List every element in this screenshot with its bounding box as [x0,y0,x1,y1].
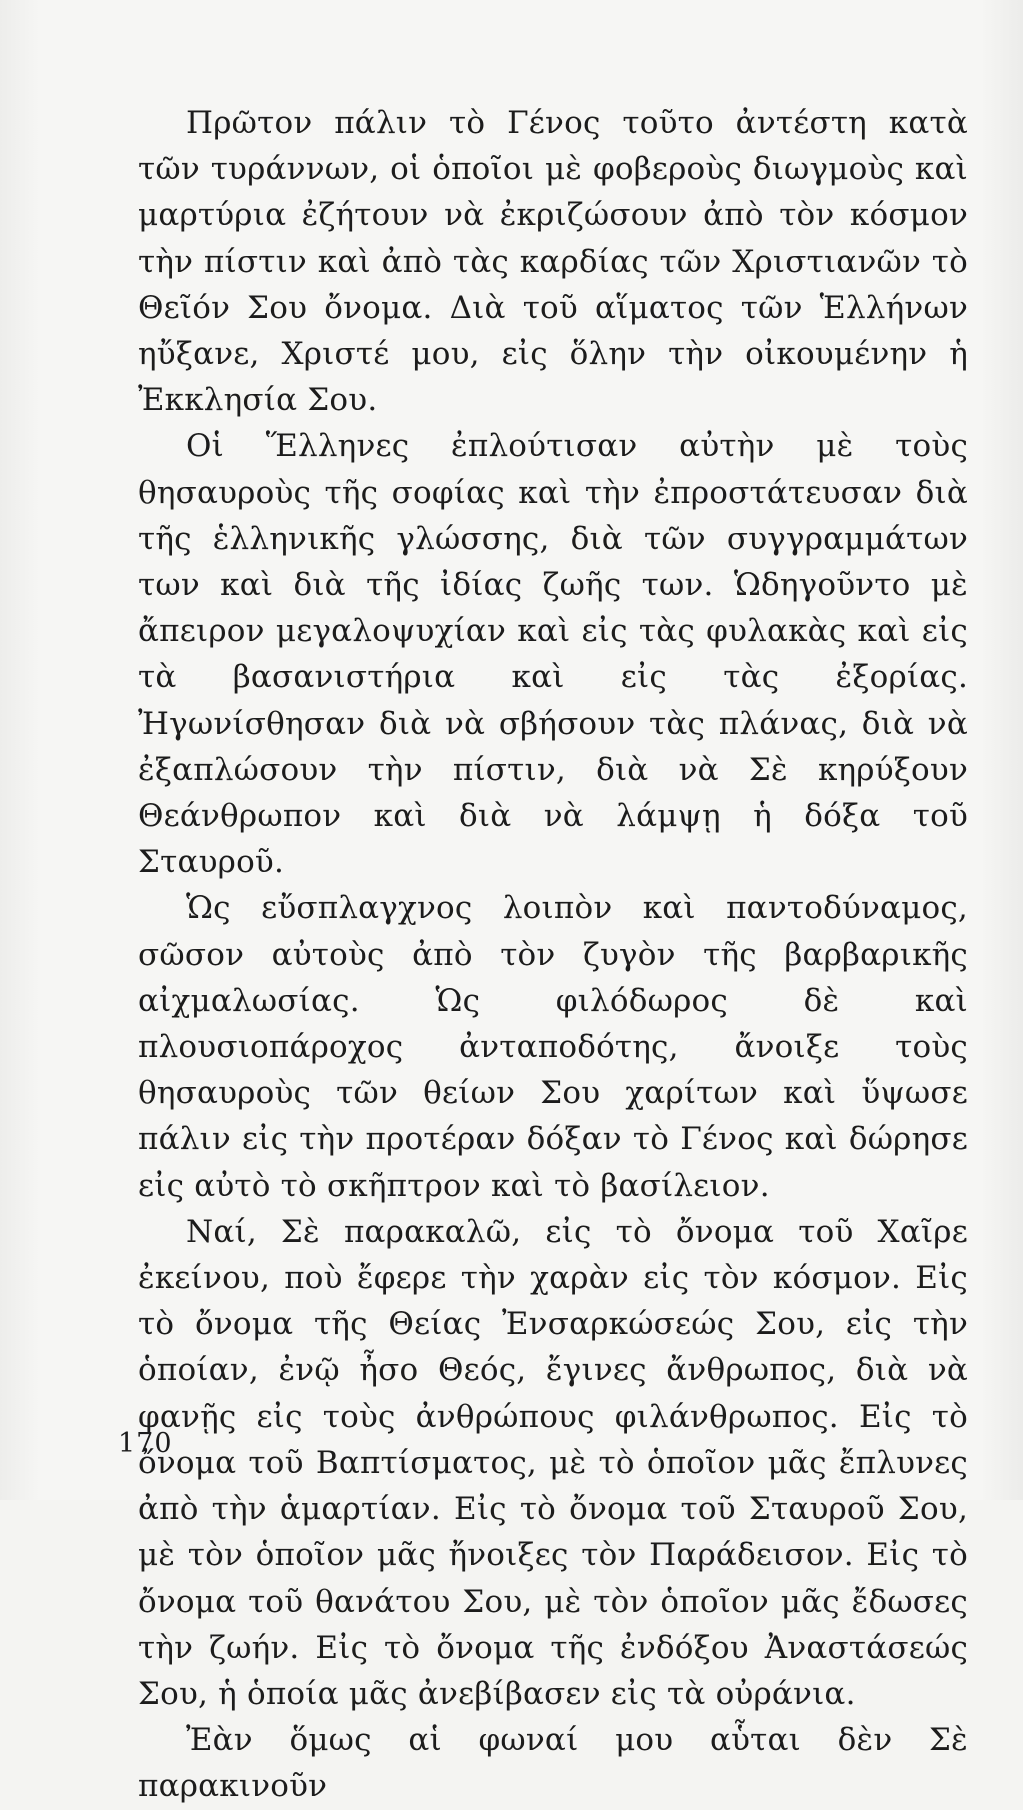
paragraph-4: Ναί, Σὲ παρακαλῶ, εἰς τὸ ὄνομα τοῦ Χαῖρε ἐκείνου, ποὺ ἔφερε τὴν χαρὰν εἰς τὸν κόσμον. Εἰς τὸ ὄνομα τῆς Θείας Ἐνσαρκώσεώς Σου, εἰς τὴν ὁποίαν, ἐνῷ ἦσο Θεός, ἔγινες ἄνθρωπος, διὰ νὰ φανῇς εἰς τοὺς ἀνθρώπους φιλάνθρωπος. Εἰς τὸ ὄνομα τοῦ Βαπτίσματος, μὲ τὸ ὁποῖον μᾶς ἔπλυνες ἀπὸ τὴν ἁμαρτίαν. Εἰς τὸ ὄνομα τοῦ Σταυροῦ Σου, μὲ τὸν ὁποῖον μᾶς ἤνοιξες τὸν Παράδεισον. Εἰς τὸ ὄνομα τοῦ θανάτου Σου, μὲ τὸν ὁποῖον μᾶς ἔδωσες τὴν ζωήν. Εἰς τὸ ὄνομα τῆς ἐνδόξου Ἀναστάσεώς Σου, ἡ ὁποία μᾶς ἀνεβίβασεν εἰς τὰ οὐράνια. [138,1213,968,1712]
body-text [138,100,968,1810]
paragraph-1: Πρῶτον πάλιν τὸ Γένος τοῦτο ἀντέστη κατὰ τῶν τυράννων, οἱ ὁποῖοι μὲ φοβεροὺς διωγμοὺς καὶ μαρτύρια ἐζήτουν νὰ ἐκριζώσουν ἀπὸ τὸν κόσμον τὴν πίστιν καὶ ἀπὸ τὰς καρδίας τῶν Χριστιανῶν τὸ Θεῖόν Σου ὄνομα. Διὰ τοῦ αἵματος τῶν Ἑλλήνων ηὔξανε, Χριστέ μου, εἰς ὅλην τὴν οἰκουμένην ἡ Ἐκκλησία Σου. [138,105,968,419]
paragraph-2: Οἱ Ἕλληνες ἐπλούτισαν αὐτὴν μὲ τοὺς θησαυροὺς τῆς σοφίας καὶ τὴν ἐπροστάτευσαν διὰ τῆς ἑλληνικῆς γλώσσης, διὰ τῶν συγγραμμάτων των καὶ διὰ τῆς ἰδίας ζωῆς των. Ὡδηγοῦντο μὲ ἄπειρον μεγαλοψυχίαν καὶ εἰς τὰς φυλακὰς καὶ εἰς τὰ βασανιστήρια καὶ εἰς τὰς ἐξορίας. Ἠγωνίσθησαν διὰ νὰ σβήσουν τὰς πλάνας, διὰ νὰ ἐξαπλώσουν τὴν πίστιν, διὰ νὰ Σὲ κηρύξουν Θεάνθρωπον καὶ διὰ νὰ λάμψῃ ἡ δόξα τοῦ Σταυροῦ. [138,428,968,881]
page-number: 170 [118,1428,173,1459]
paragraph-3: Ὡς εὔσπλαγχνος λοιπὸν καὶ παντοδύναμος, σῶσον αὐτοὺς ἀπὸ τὸν ζυγὸν τῆς βαρβαρικῆς αἰχμαλωσίας. Ὡς φιλόδωρος δὲ καὶ πλουσιοπάροχος ἀνταποδότης, ἄνοιξε τοὺς θησαυροὺς τῶν θείων Σου χαρίτων καὶ ὕψωσε πάλιν εἰς τὴν προτέραν δόξαν τὸ Γένος καὶ δώρησε εἰς αὐτὸ τὸ σκῆπτρον καὶ τὸ βασίλειον. [138,890,968,1204]
paragraph-5: Ἐὰν ὅμως αἱ φωναί μου αὗται δὲν Σὲ παρακινοῦν [138,1722,968,1805]
